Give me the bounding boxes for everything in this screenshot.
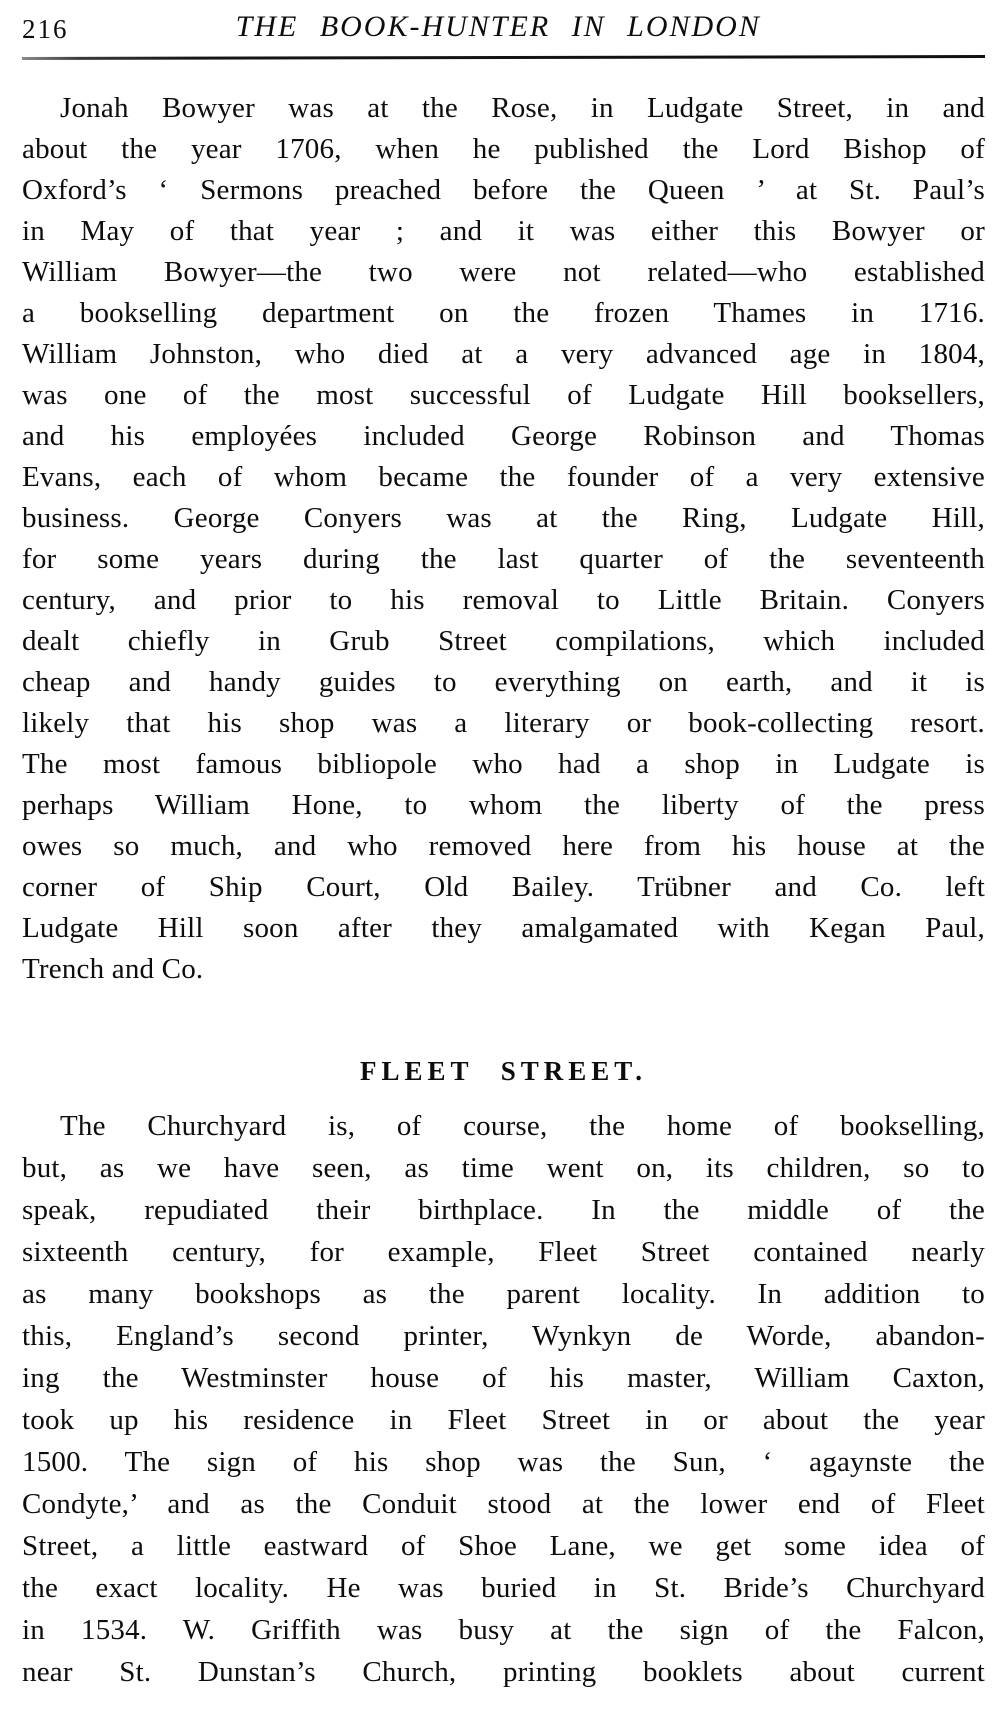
text-line: perhaps William Hone, to whom the liberty of the press (22, 789, 985, 821)
text-line: likely that his shop was a literary or book-collecting resort. (22, 707, 985, 739)
text-line: sixteenth century, for example, Fleet Street contained nearly (22, 1236, 985, 1268)
section-heading-fleet-street: FLEET STREET. (359, 1056, 648, 1086)
text-line: century, and prior to his removal to Little Britain. Conyers (22, 584, 985, 616)
text-line: for some years during the last quarter of the seventeenth (22, 543, 985, 575)
text-line: dealt chiefly in Grub Street compilations, which included (22, 625, 985, 657)
text-line: Ludgate Hill soon after they amalgamated with Kegan Paul, (22, 912, 985, 944)
text-line: William Bowyer—the two were not related—who established (22, 256, 985, 288)
text-line: Evans, each of whom became the founder of a very extensive (22, 461, 985, 493)
text-line: about the year 1706, when he published the Lord Bishop of (22, 133, 985, 165)
header-rule (22, 55, 985, 60)
text-line: Trench and Co. (22, 953, 204, 985)
text-line: a bookselling department on the frozen Thames in 1716. (22, 297, 985, 329)
text-line: the exact locality. He was buried in St. Bride’s Churchyard (22, 1572, 985, 1604)
paragraph-fleet-street (22, 1105, 985, 1693)
text-line: cheap and handy guides to everything on earth, and it is (22, 666, 985, 698)
text-line: in May of that year ; and it was either this Bowyer or (22, 215, 985, 247)
text-line: The most famous bibliopole who had a shop in Ludgate is (22, 748, 985, 780)
text-line: speak, repudiated their birthplace. In the middle of the (22, 1194, 985, 1226)
running-title: THE BOOK-HUNTER IN LONDON (235, 10, 761, 43)
text-line: The Churchyard is, of course, the home of bookselling, (60, 1110, 985, 1142)
paragraph-ludgate-hill (22, 88, 985, 990)
page-header (22, 10, 985, 44)
text-line: this, England’s second printer, Wynkyn de Worde, abandon- (22, 1320, 985, 1352)
text-line: corner of Ship Court, Old Bailey. Trübner and Co. left (22, 871, 985, 903)
text-line: Oxford’s ‘ Sermons preached before the Queen ’ at St. Paul’s (22, 174, 985, 206)
text-line: took up his residence in Fleet Street in or about the year (22, 1404, 985, 1436)
text-line: 1500. The sign of his shop was the Sun, ‘ agaynste the (22, 1446, 985, 1478)
text-line: ing the Westminster house of his master, William Caxton, (22, 1362, 985, 1394)
text-line: and his employées included George Robinson and Thomas (22, 420, 985, 452)
text-line: was one of the most successful of Ludgate Hill booksellers, (22, 379, 985, 411)
text-line: business. George Conyers was at the Ring, Ludgate Hill, (22, 502, 985, 534)
text-line: near St. Dunstan’s Church, printing booklets about current (22, 1656, 985, 1688)
text-line: in 1534. W. Griffith was busy at the sign of the Falcon, (22, 1614, 985, 1646)
text-line: as many bookshops as the parent locality. In addition to (22, 1278, 985, 1310)
text-line: but, as we have seen, as time went on, its children, so to (22, 1152, 985, 1184)
text-line: Condyte,’ and as the Conduit stood at the lower end of Fleet (22, 1488, 985, 1520)
text-line: owes so much, and who removed here from his house at the (22, 830, 985, 862)
text-line: Street, a little eastward of Shoe Lane, we get some idea of (22, 1530, 985, 1562)
page-number: 216 (22, 14, 69, 44)
text-line: William Johnston, who died at a very advanced age in 1804, (22, 338, 985, 370)
text-line: Jonah Bowyer was at the Rose, in Ludgate Street, in and (60, 92, 985, 124)
